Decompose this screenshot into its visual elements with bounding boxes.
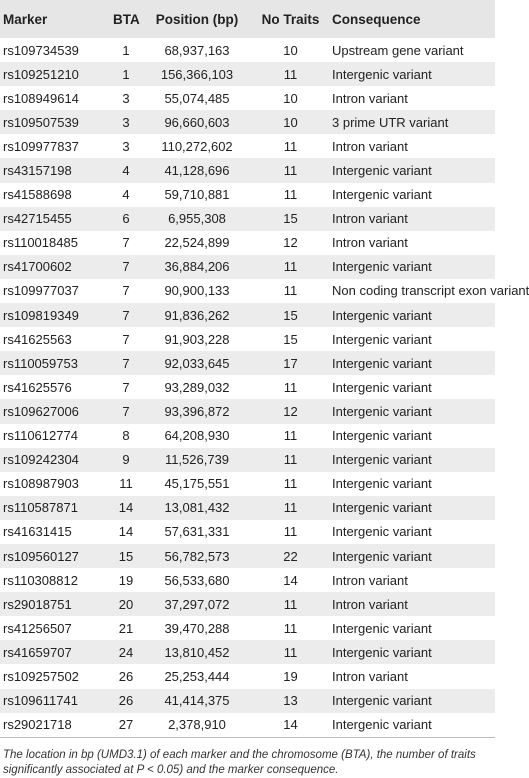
marker-cell: rs41700602	[3, 259, 72, 275]
no-traits-cell: 19	[283, 668, 298, 684]
no-traits-cell: 11	[283, 524, 298, 540]
no-traits-cell: 14	[283, 572, 298, 588]
position-cell: 25,253,444	[164, 668, 230, 684]
marker-cell: rs108987903	[3, 476, 79, 492]
position-cell: 90,900,133	[164, 283, 230, 299]
no-traits-cell: 11	[283, 163, 298, 179]
table-row	[0, 448, 495, 472]
no-traits-cell: 11	[283, 644, 298, 660]
bta-cell: 14	[118, 500, 134, 516]
consequence-cell: Intergenic variant	[332, 379, 432, 395]
table-row	[0, 255, 495, 279]
position-cell: 56,782,573	[164, 548, 230, 564]
no-traits-cell: 11	[283, 187, 298, 203]
consequence-cell: Intergenic variant	[332, 644, 432, 660]
table-row	[0, 327, 495, 351]
position-cell: 57,631,331	[164, 524, 230, 540]
marker-cell: rs109242304	[3, 452, 79, 468]
table-row	[0, 689, 495, 713]
consequence-cell: Intergenic variant	[332, 355, 432, 371]
consequence-cell: Intergenic variant	[332, 187, 432, 203]
no-traits-cell: 11	[283, 476, 298, 492]
no-traits-cell: 11	[283, 428, 298, 444]
position-cell: 96,660,603	[164, 114, 230, 130]
position-cell: 91,903,228	[164, 331, 230, 347]
no-traits-cell: 11	[283, 596, 298, 612]
bta-cell: 21	[118, 620, 134, 636]
table-row	[0, 303, 495, 327]
table-row	[0, 664, 495, 688]
table-row	[0, 424, 495, 448]
consequence-cell: Intron variant	[332, 90, 408, 106]
table-row	[0, 375, 495, 399]
no-traits-cell: 11	[283, 379, 298, 395]
marker-cell: rs43157198	[3, 163, 72, 179]
position-cell: 156,366,103	[160, 66, 234, 82]
position-cell: 45,175,551	[164, 476, 230, 492]
no-traits-cell: 15	[283, 211, 298, 227]
table-row	[0, 134, 495, 158]
position-cell: 39,470,288	[164, 620, 230, 636]
marker-cell: rs29021718	[3, 717, 72, 733]
no-traits-cell: 10	[283, 114, 298, 130]
position-cell: 11,526,739	[164, 452, 230, 468]
table-row	[0, 592, 495, 616]
marker-cell: rs41625563	[3, 331, 72, 347]
consequence-cell: Intergenic variant	[332, 403, 432, 419]
position-cell: 41,414,375	[164, 693, 230, 709]
marker-cell: rs110059753	[3, 355, 78, 371]
bta-cell: 3	[122, 114, 130, 130]
consequence-cell: Intergenic variant	[332, 500, 432, 516]
bta-cell: 26	[118, 693, 134, 709]
bta-cell: 20	[118, 596, 134, 612]
bta-cell: 27	[118, 717, 134, 733]
bta-cell: 14	[118, 524, 134, 540]
consequence-cell: Intron variant	[332, 211, 408, 227]
marker-cell: rs110018485	[3, 235, 78, 251]
table-row	[0, 496, 495, 520]
marker-cell: rs110612774	[3, 428, 78, 444]
marker-cell: rs109560127	[3, 548, 79, 564]
bta-cell: 3	[122, 138, 130, 154]
marker-cell: rs41588698	[3, 187, 72, 203]
consequence-cell: Intergenic variant	[332, 524, 432, 540]
table-row	[0, 207, 495, 231]
bta-cell: 7	[122, 235, 130, 251]
consequence-cell: Intron variant	[332, 668, 408, 684]
marker-cell: rs108949614	[3, 90, 79, 106]
marker-cell: rs109251210	[3, 66, 79, 82]
bta-cell: 4	[122, 187, 130, 203]
marker-cell: rs110308812	[3, 572, 78, 588]
consequence-cell: Intergenic variant	[332, 717, 432, 733]
bta-cell: 7	[122, 283, 130, 299]
consequence-cell: Intergenic variant	[332, 476, 432, 492]
consequence-cell: Intergenic variant	[332, 66, 432, 82]
marker-cell: rs109257502	[3, 668, 79, 684]
no-traits-cell: 12	[283, 235, 298, 251]
no-traits-cell: 15	[283, 307, 298, 323]
marker-cell: rs41256507	[3, 620, 72, 636]
bta-cell: 1	[122, 42, 130, 58]
header-bta: BTA	[113, 11, 140, 27]
marker-cell: rs109977837	[3, 138, 79, 154]
position-cell: 22,524,899	[164, 235, 230, 251]
header-consequence: Consequence	[332, 11, 421, 27]
bta-cell: 24	[118, 644, 134, 660]
consequence-cell: Upstream gene variant	[332, 42, 464, 58]
bta-cell: 7	[122, 403, 130, 419]
table-row	[0, 713, 495, 737]
no-traits-cell: 11	[283, 500, 298, 516]
table-row	[0, 158, 495, 182]
no-traits-cell: 11	[283, 259, 298, 275]
bta-cell: 8	[122, 428, 130, 444]
bta-cell: 3	[122, 90, 130, 106]
bta-cell: 7	[122, 331, 130, 347]
marker-cell: rs109507539	[3, 114, 79, 130]
header-no-traits: No Traits	[261, 11, 320, 27]
position-cell: 2,378,910	[168, 717, 226, 733]
no-traits-cell: 11	[283, 283, 298, 299]
marker-cell: rs109627006	[3, 403, 79, 419]
consequence-cell: Intron variant	[332, 596, 408, 612]
consequence-cell: Intergenic variant	[332, 548, 432, 564]
table-row	[0, 520, 495, 544]
position-cell: 68,937,163	[164, 42, 230, 58]
position-cell: 93,396,872	[164, 403, 230, 419]
no-traits-cell: 11	[283, 138, 298, 154]
position-cell: 59,710,881	[164, 187, 230, 203]
table-row	[0, 110, 495, 134]
bta-cell: 1	[122, 66, 130, 82]
marker-cell: rs42715455	[3, 211, 72, 227]
consequence-cell: Intron variant	[332, 138, 408, 154]
no-traits-cell: 17	[283, 355, 298, 371]
table-row	[0, 640, 495, 664]
table-body	[0, 38, 529, 737]
marker-cell: rs109977037	[3, 283, 79, 299]
position-cell: 13,810,452	[164, 644, 230, 660]
table-row	[0, 544, 495, 568]
table-row	[0, 38, 495, 62]
table-row	[0, 568, 495, 592]
bta-cell: 4	[122, 163, 130, 179]
marker-cell: rs109819349	[3, 307, 79, 323]
no-traits-cell: 10	[283, 90, 298, 106]
consequence-cell: Non coding transcript exon variant	[332, 283, 529, 299]
bta-cell: 6	[122, 211, 130, 227]
bta-cell: 7	[122, 355, 130, 371]
consequence-cell: Intergenic variant	[332, 693, 432, 709]
header-marker: Marker	[3, 11, 48, 27]
bta-cell: 19	[118, 572, 134, 588]
bta-cell: 7	[122, 379, 130, 395]
marker-cell: rs109611741	[3, 693, 78, 709]
consequence-cell: Intron variant	[332, 235, 408, 251]
table-row	[0, 62, 495, 86]
no-traits-cell: 14	[283, 717, 298, 733]
bta-cell: 7	[122, 307, 130, 323]
no-traits-cell: 12	[283, 403, 298, 419]
table-row	[0, 231, 495, 255]
no-traits-cell: 11	[283, 452, 298, 468]
no-traits-cell: 22	[283, 548, 298, 564]
consequence-cell: 3 prime UTR variant	[332, 114, 449, 130]
table-row	[0, 86, 495, 110]
table-row	[0, 279, 495, 303]
header-row	[0, 0, 495, 38]
marker-cell: rs41625576	[3, 379, 72, 395]
position-cell: 91,836,262	[164, 307, 230, 323]
table-row	[0, 399, 495, 423]
table-row	[0, 472, 495, 496]
position-cell: 92,033,645	[164, 355, 230, 371]
consequence-cell: Intergenic variant	[332, 452, 432, 468]
marker-cell: rs41659707	[3, 644, 72, 660]
marker-cell: rs110587871	[3, 500, 78, 516]
position-cell: 110,272,602	[161, 138, 233, 154]
no-traits-cell: 11	[283, 66, 298, 82]
consequence-cell: Intergenic variant	[332, 307, 432, 323]
marker-cell: rs109734539	[3, 42, 79, 58]
no-traits-cell: 11	[283, 620, 298, 636]
bta-cell: 26	[118, 668, 134, 684]
position-cell: 56,533,680	[164, 572, 230, 588]
consequence-cell: Intergenic variant	[332, 428, 432, 444]
position-cell: 37,297,072	[164, 596, 230, 612]
marker-cell: rs29018751	[3, 596, 72, 612]
bta-cell: 11	[119, 476, 133, 492]
bta-cell: 15	[118, 548, 134, 564]
bta-cell: 7	[122, 259, 130, 275]
consequence-cell: Intergenic variant	[332, 331, 432, 347]
consequence-cell: Intergenic variant	[332, 620, 432, 636]
position-cell: 13,081,432	[164, 500, 230, 516]
position-cell: 6,955,308	[168, 211, 226, 227]
position-cell: 64,208,930	[164, 428, 230, 444]
consequence-cell: Intron variant	[332, 572, 408, 588]
position-cell: 41,128,696	[164, 163, 230, 179]
consequence-cell: Intergenic variant	[332, 259, 432, 275]
table-footnote: The location in bp (UMD3.1) of each marker and the chromosome (BTA), the number of traits significantly associated at P < 0.05) and the marker consequence.	[0, 737, 495, 778]
marker-cell: rs41631415	[3, 524, 72, 540]
table-header	[0, 0, 495, 38]
no-traits-cell: 13	[283, 693, 298, 709]
table-row	[0, 183, 495, 207]
consequence-cell: Intergenic variant	[332, 163, 432, 179]
position-cell: 36,884,206	[164, 259, 230, 275]
table-row	[0, 351, 495, 375]
bta-cell: 9	[122, 452, 130, 468]
position-cell: 55,074,485	[164, 90, 230, 106]
no-traits-cell: 15	[283, 331, 298, 347]
position-cell: 93,289,032	[164, 379, 230, 395]
header-position: Position (bp)	[155, 11, 239, 27]
table-row	[0, 616, 495, 640]
no-traits-cell: 10	[283, 42, 298, 58]
